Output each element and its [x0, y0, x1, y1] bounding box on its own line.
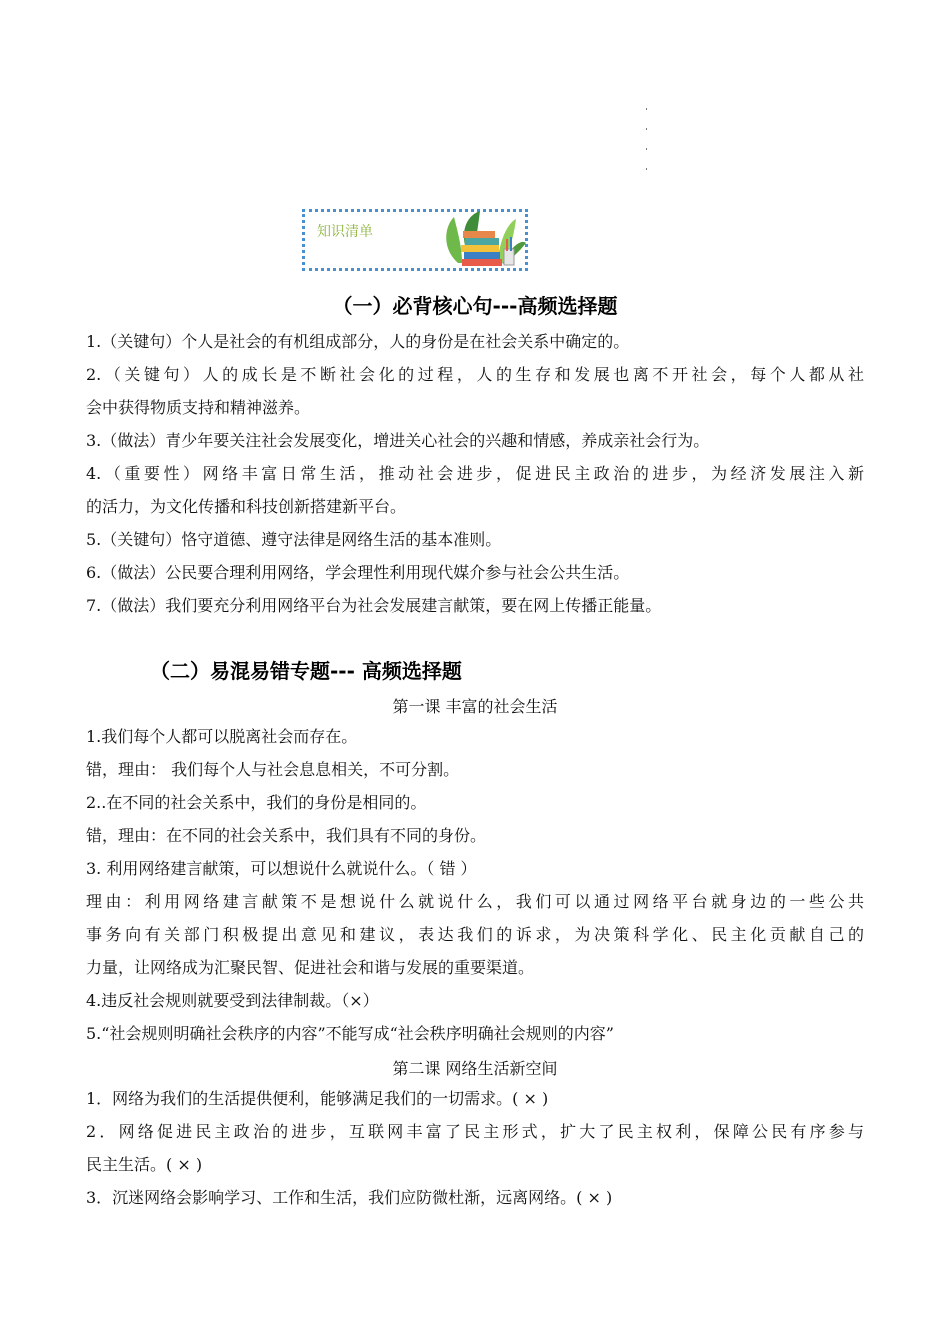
- lesson1-line: 4.违反社会规则就要受到法律制裁。（×）: [86, 991, 379, 1010]
- section1-line: 3.（做法）青少年要关注社会发展变化，增进关心社会的兴趣和情感，养成亲社会行为。: [86, 431, 710, 450]
- lesson1-title: 第一课 丰富的社会生活: [392, 697, 558, 716]
- header-dots: [646, 108, 650, 188]
- lesson1-line: 1.我们每个人都可以脱离社会而存在。: [86, 727, 358, 746]
- books-plant-icon: [440, 209, 528, 271]
- lesson1-line: 2..在不同的社会关系中，我们的身份是相同的。: [86, 793, 427, 812]
- section1-line: 7.（做法）我们要充分利用网络平台为社会发展建言献策，要在网上传播正能量。: [86, 596, 662, 615]
- section1-title: （一）必背核心句---高频选择题: [332, 294, 618, 318]
- section1-line: 6.（做法）公民要合理利用网络，学会理性利用现代媒介参与社会公共生活。: [86, 563, 630, 582]
- section1-line: 会中获得物质支持和精神滋养。: [86, 398, 311, 417]
- lesson1-line: 理由：利用网络建言献策不是想说什么就说什么，我们可以通过网络平台就身边的一些公共: [86, 892, 864, 911]
- lesson1-line: 力量，让网络成为汇聚民智、促进社会和谐与发展的重要渠道。: [86, 958, 535, 977]
- lesson1-line: 错，理由：在不同的社会关系中，我们具有不同的身份。: [86, 826, 487, 845]
- lesson1-line: 5.“社会规则明确社会秩序的内容”不能写成“社会秩序明确社会规则的内容”: [86, 1024, 614, 1043]
- banner-label: 知识清单: [317, 224, 373, 240]
- section2-title: （二）易混易错专题--- 高频选择题: [150, 659, 462, 683]
- lesson2-title: 第二课 网络生活新空间: [392, 1059, 558, 1078]
- knowledge-list-banner: [302, 209, 528, 271]
- section1-line: 4.（重要性）网络丰富日常生活，推动社会进步，促进民主政治的进步，为经济发展注入新: [86, 464, 864, 483]
- lesson2-line: 1．网络为我们的生活提供便利，能够满足我们的一切需求。( × ): [86, 1089, 549, 1108]
- lesson2-line: 2．网络促进民主政治的进步，互联网丰富了民主形式，扩大了民主权利，保障公民有序参与: [86, 1122, 864, 1141]
- lesson1-line: 错，理由： 我们每个人与社会息息相关，不可分割。: [86, 760, 460, 779]
- lesson2-line: 3．沉迷网络会影响学习、工作和生活，我们应防微杜渐，远离网络。( × ): [86, 1188, 613, 1207]
- section1-line: 1.（关键句）个人是社会的有机组成部分，人的身份是在社会关系中确定的。: [86, 332, 630, 351]
- lesson1-line: 3. 利用网络建言献策，可以想说什么就说什么。（ 错 ）: [86, 859, 477, 878]
- section1-line: 5.（关键句）恪守道德、遵守法律是网络生活的基本准则。: [86, 530, 502, 549]
- section1-line: 的活力，为文化传播和科技创新搭建新平台。: [86, 497, 407, 516]
- lesson1-line: 事务向有关部门积极提出意见和建议，表达我们的诉求，为决策科学化、民主化贡献自己的: [86, 925, 864, 944]
- section1-line: 2.（关键句）人的成长是不断社会化的过程，人的生存和发展也离不开社会，每个人都从社: [86, 365, 864, 384]
- lesson2-line: 民主生活。( × ): [86, 1155, 203, 1174]
